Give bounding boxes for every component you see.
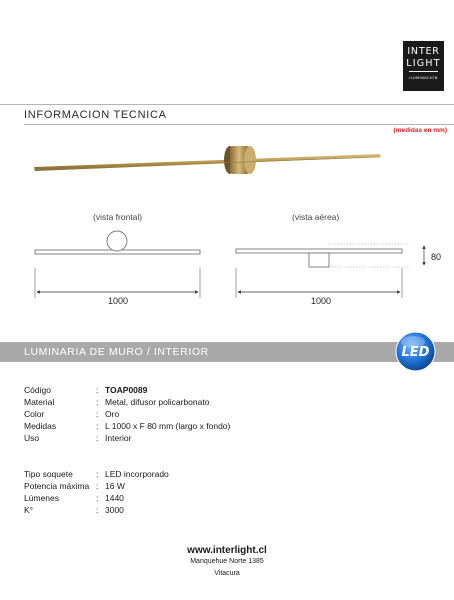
spec-colon: : (96, 469, 99, 479)
front-width-dimension: 1000 (108, 296, 129, 306)
product-photo (34, 146, 381, 174)
front-view-label: (vista frontal) (93, 212, 143, 222)
top-view-drawing (236, 244, 424, 298)
website-link[interactable]: www.interlight.cl (187, 545, 267, 556)
spec-colon: : (96, 409, 99, 419)
led-badge-text: LED (401, 345, 430, 360)
units-note: (medidas en mm) (393, 127, 447, 134)
footer-address: Manquehue Norte 1385 (190, 558, 264, 565)
spec-value: 1440 (105, 493, 124, 503)
spec-value: Interior (105, 433, 132, 443)
led-badge-icon (395, 331, 436, 372)
brand-line-1: INTER (407, 46, 440, 57)
spec-label: Material (24, 397, 55, 407)
brand-rule (409, 71, 438, 72)
spec-colon: : (96, 505, 99, 515)
footer-city: Vitacura (214, 570, 240, 577)
front-view-drawing (35, 231, 200, 298)
section-title: INFORMACION TECNICA (24, 109, 167, 121)
product-category: LUMINARIA DE MURO / INTERIOR (24, 346, 209, 358)
spec-label: K° (24, 505, 34, 515)
spec-value: Metal, difusor policarbonato (105, 397, 210, 407)
spec-value: 3000 (105, 505, 124, 515)
top-width-dimension: 1000 (311, 296, 332, 306)
spec-label: Potencia máxima (24, 481, 90, 491)
spec-colon: : (96, 481, 99, 491)
spec-label: Medidas (24, 421, 57, 431)
brand-logo (403, 41, 444, 91)
spec-label: Lúmenes (24, 493, 59, 503)
spec-colon: : (96, 385, 99, 395)
spec-label: Tipo soquete (24, 469, 73, 479)
spec-colon: : (96, 493, 99, 503)
spec-colon: : (96, 421, 99, 431)
top-depth-dimension: 80 (431, 252, 442, 262)
spec-label: Uso (24, 433, 40, 443)
spec-value: TOAP0089 (105, 385, 148, 395)
technical-drawing (0, 130, 454, 310)
top-view-label: (vista aérea) (292, 212, 340, 222)
brand-line-2: LIGHT (406, 58, 441, 69)
spec-value: LED incorporado (105, 469, 169, 479)
spec-label: Código (24, 385, 51, 395)
top-divider (0, 104, 454, 105)
brand-line-3: ILUMINACION (409, 75, 438, 80)
spec-value: Oro (105, 409, 120, 419)
spec-colon: : (96, 433, 99, 443)
spec-label: Color (24, 409, 45, 419)
section-divider (24, 124, 454, 125)
spec-colon: : (96, 397, 99, 407)
spec-value: L 1000 x F 80 mm (largo x fondo) (105, 421, 231, 431)
spec-value: 16 W (105, 481, 125, 491)
